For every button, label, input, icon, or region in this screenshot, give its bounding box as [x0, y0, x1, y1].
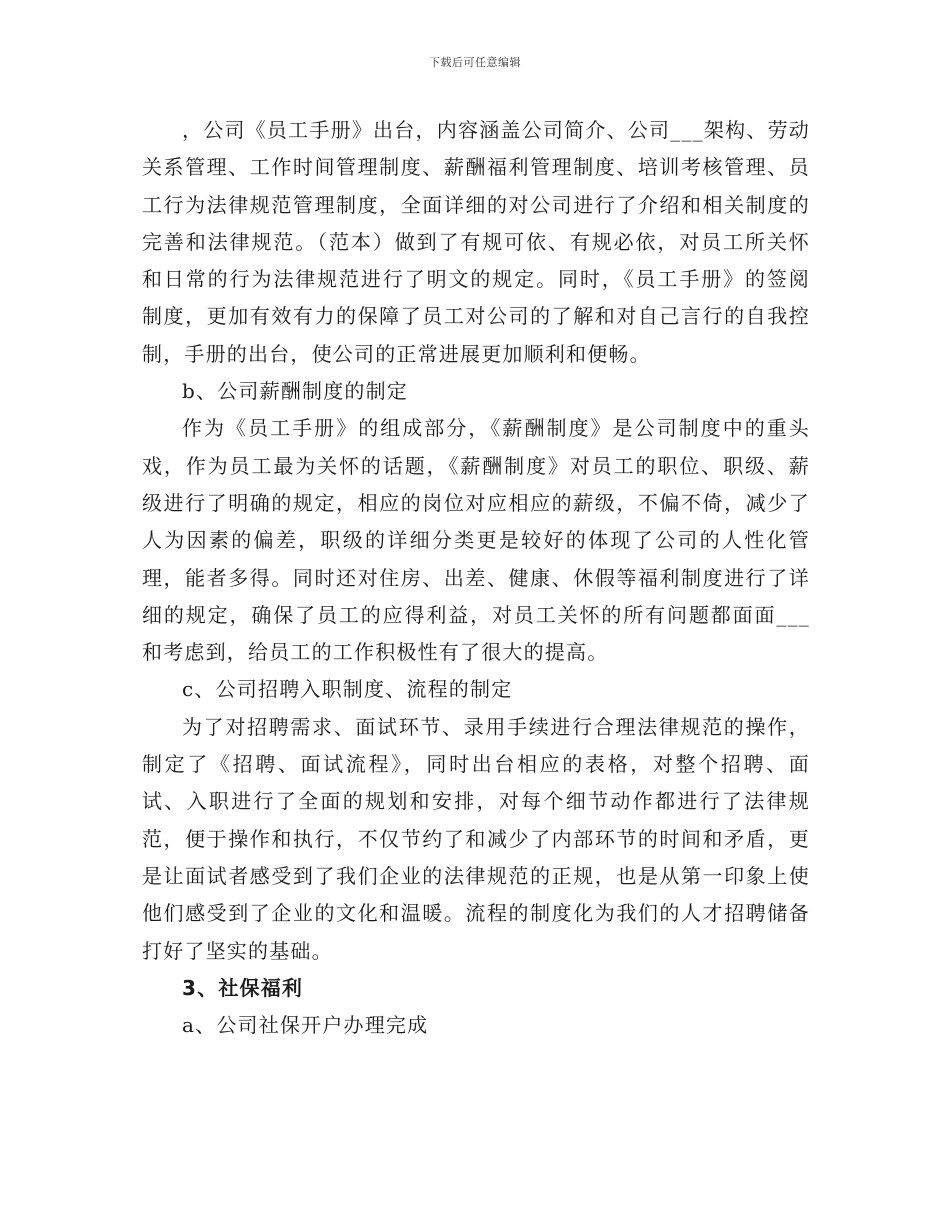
subheading-recruitment: c、公司招聘入职制度、流程的制定 [182, 677, 513, 702]
paragraph-employee-handbook: ，公司《员工手册》出台，内容涵盖公司简介、公司___架构、劳动关系管理、工作时间管理制度、薪酬福利管理制度、培训考核管理、员工行为法律规范管理制度，全面详细的对公司进行了介绍和相关制度的完善和法律规范。（范本）做到了有规可依、有规必依，对员工所关怀和日常的行为法律规范进行了明文的规定。同时，《员工手册》的签阅制度，更加有效有力的保障了员工对公司的了解和对自己言行的自我控制，手册的出台，使公司的正常进展更加顺利和便畅。 [142, 118, 810, 366]
subheading-salary-system: b、公司薪酬制度的制定 [182, 379, 409, 404]
document-body [142, 112, 810, 1044]
section-heading-social-security: 3、社保福利 [182, 975, 304, 1000]
paragraph-recruitment: 为了对招聘需求、面试环节、录用手续进行合理法律规范的操作，制定了《招聘、面试流程》，同时出台相应的表格，对整个招聘、面试、入职进行了全面的规划和安排，对每个细节动作都进行了法律规范，便于操作和执行，不仅节约了和减少了内部环节的时间和矛盾，更是让面试者感受到了我们企业的法律规范的正规，也是从第一印象上使他们感受到了企业的文化和温暖。流程的制度化为我们的人才招聘储备打好了坚实的基础。 [142, 714, 810, 963]
paragraph-salary-system: 作为《员工手册》的组成部分，《薪酬制度》是公司制度中的重头戏，作为员工最为关怀的话题，《薪酬制度》对员工的职位、职级、薪级进行了明确的规定，相应的岗位对应相应的薪级，不偏不倚，减少了人为因素的偏差，职级的详细分类更是较好的体现了公司的人性化管理，能者多得。同时还对住房、出差、健康、休假等福利制度进行了详细的规定，确保了员工的应得利益，对员工关怀的所有问题都面面___和考虑到，给员工的工作积极性有了很大的提高。 [142, 416, 810, 665]
page-header: 下载后可任意编辑 [429, 56, 521, 69]
subheading-social-security-account: a、公司社保开户办理完成 [182, 1013, 429, 1038]
